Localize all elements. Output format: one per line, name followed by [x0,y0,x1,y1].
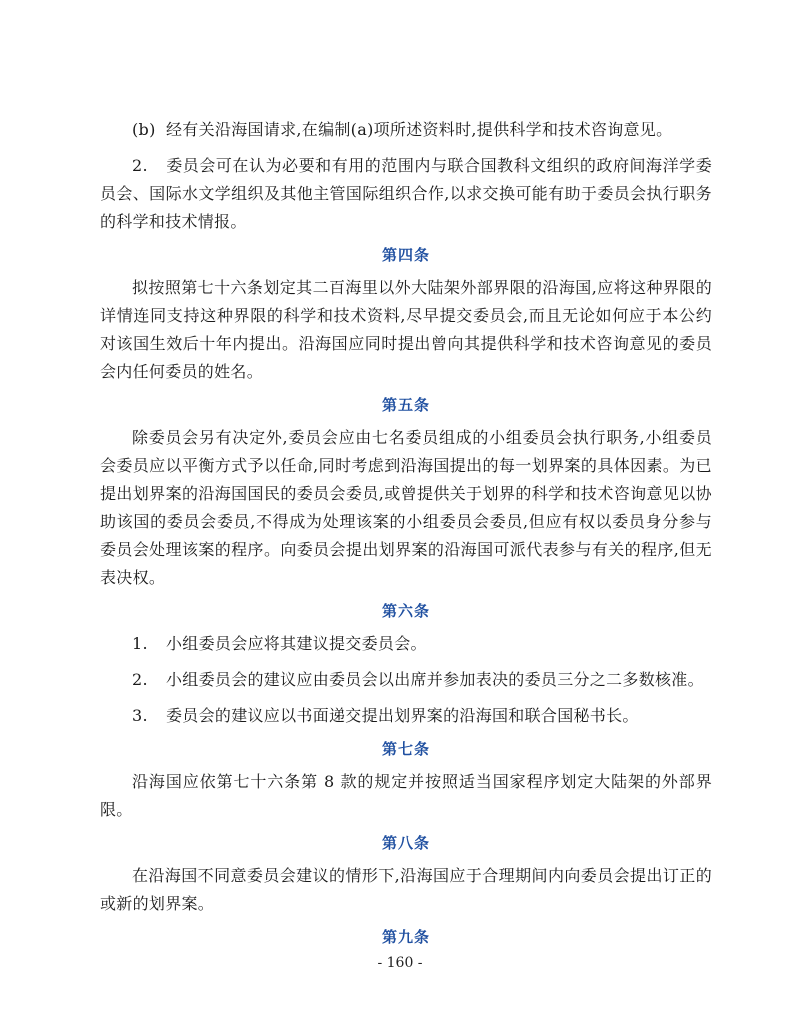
article-7-text: 沿海国应依第七十六条第 8 款的规定并按照适当国家程序划定大陆架的外部界限。 [100,772,712,819]
paragraph-item-2 [100,152,712,236]
article-8-text: 在沿海国不同意委员会建议的情形下,沿海国应于合理期间内向委员会提出订正的或新的划界案。 [100,866,712,913]
item-text: 小组委员会的建议应由委员会以出席并参加表决的委员三分之二多数核准。 [166,670,704,689]
article-6-item-3 [100,702,712,730]
paragraph-item-b [100,116,712,144]
article-5-heading: 第五条 [381,396,430,414]
article-5-text: 除委员会另有决定外,委员会应由七名委员组成的小组委员会执行职务,小组委员会委员应以平衡方式予以任命,同时考虑到沿海国提出的每一划界案的具体因素。为已提出划界案的沿海国国民的委员会委员,或曾提供关于划界的科学和技术咨询意见以协助该国的委员会委员,不得成为处理该案的小组委员会委员,但应有权以委员身分参与委员会处理该案的程序。向委员会提出划界案的沿海国可派代表参与有关的程序,但无表决权。 [100,428,712,587]
article-8-heading: 第八条 [381,834,430,852]
page-number: - 160 - [377,955,423,971]
article-7-heading: 第七条 [381,740,430,758]
article-6-item-2 [100,666,712,694]
item-number: 2. [132,156,148,175]
document-body [100,116,712,956]
article-9-heading: 第九条 [381,928,430,946]
item-text: 小组委员会应将其建议提交委员会。 [166,634,427,653]
item-number: 3. [132,706,148,725]
article-4-heading: 第四条 [381,246,430,264]
article-6-item-1 [100,630,712,658]
article-4-text: 拟按照第七十六条划定其二百海里以外大陆架外部界限的沿海国,应将这种界限的详情连同支持这种界限的科学和技术资料,尽早提交委员会,而且无论如何应于本公约对该国生效后十年内提出。沿海国应同时提出曾向其提供科学和技术咨询意见的委员会内任何委员的姓名。 [100,278,712,381]
article-6-heading: 第六条 [381,602,430,620]
item-text: 经有关沿海国请求,在编制(a)项所述资料时,提供科学和技术咨询意见。 [166,120,673,139]
item-number: 2. [132,670,148,689]
item-text: 委员会可在认为必要和有用的范围内与联合国教科文组织的政府间海洋学委员会、国际水文学组织及其他主管国际组织合作,以求交换可能有助于委员会执行职务的科学和技术情报。 [100,156,712,231]
item-text: 委员会的建议应以书面递交提出划界案的沿海国和联合国秘书长。 [166,706,639,725]
item-number: 1. [132,634,148,653]
item-number: (b) [132,120,156,139]
